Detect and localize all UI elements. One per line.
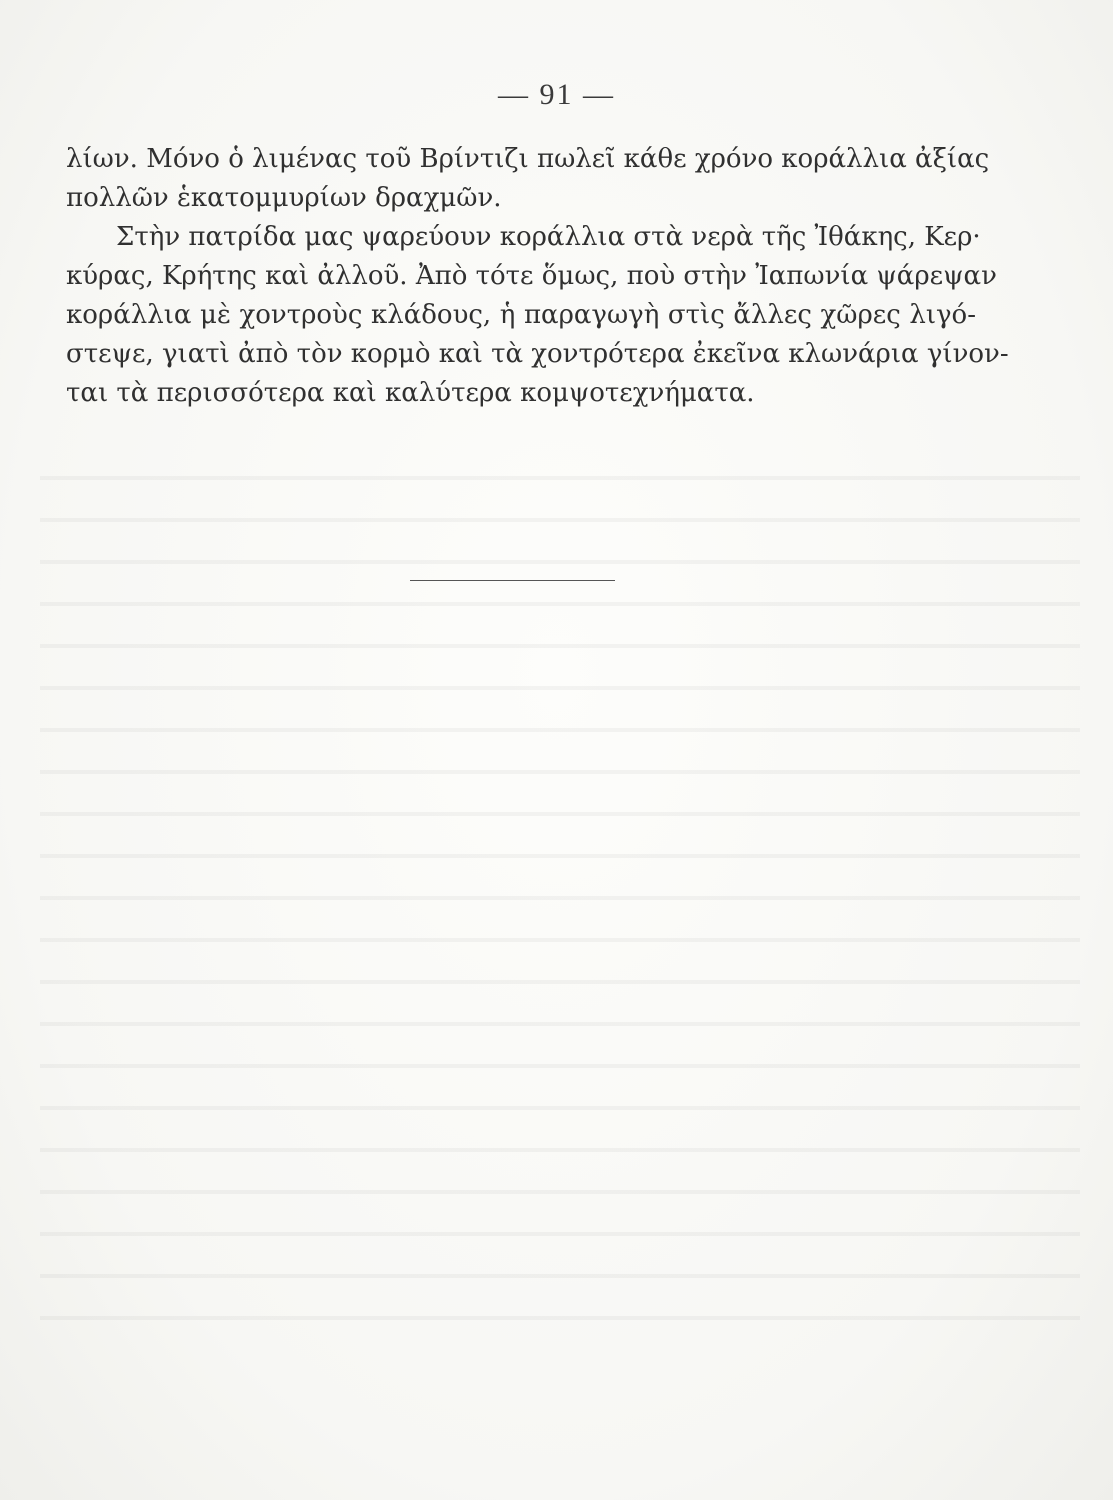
text-line: κοράλλια μὲ χοντροὺς κλάδους, ἡ παραγωγὴ στὶς ἄλλες χῶρες λιγό-	[66, 300, 976, 330]
text-line: κύρας, Κρήτης καὶ ἀλλοῦ. Ἀπὸ τότε ὅμως, ποὺ στὴν Ἰαπωνία ψάρεψαν	[66, 261, 997, 291]
text-line: λίων. Μόνο ὁ λιμένας τοῦ Βρίντιζι πωλεῖ κάθε χρόνο κοράλλια ἀξίας	[66, 144, 990, 174]
text-line: Στὴν πατρίδα μας ψαρεύουν κοράλλια στὰ νερὰ τῆς Ἰθάκης, Κερ·	[116, 222, 981, 252]
page-number: — 91 —	[498, 78, 615, 111]
text-line: στεψε, γιατὶ ἀπὸ τὸν κορμὸ καὶ τὰ χοντρότερα ἐκεῖνα κλωνάρια γίνον-	[66, 339, 1009, 369]
text-line: πολλῶν ἑκατομμυρίων δραχμῶν.	[66, 183, 502, 213]
body-paragraphs	[66, 140, 1009, 413]
text-line: ται τὰ περισσότερα καὶ καλύτερα κομψοτεχνήματα.	[66, 378, 755, 408]
bleed-through-texture	[40, 450, 1080, 1350]
section-divider-rule	[410, 580, 615, 581]
